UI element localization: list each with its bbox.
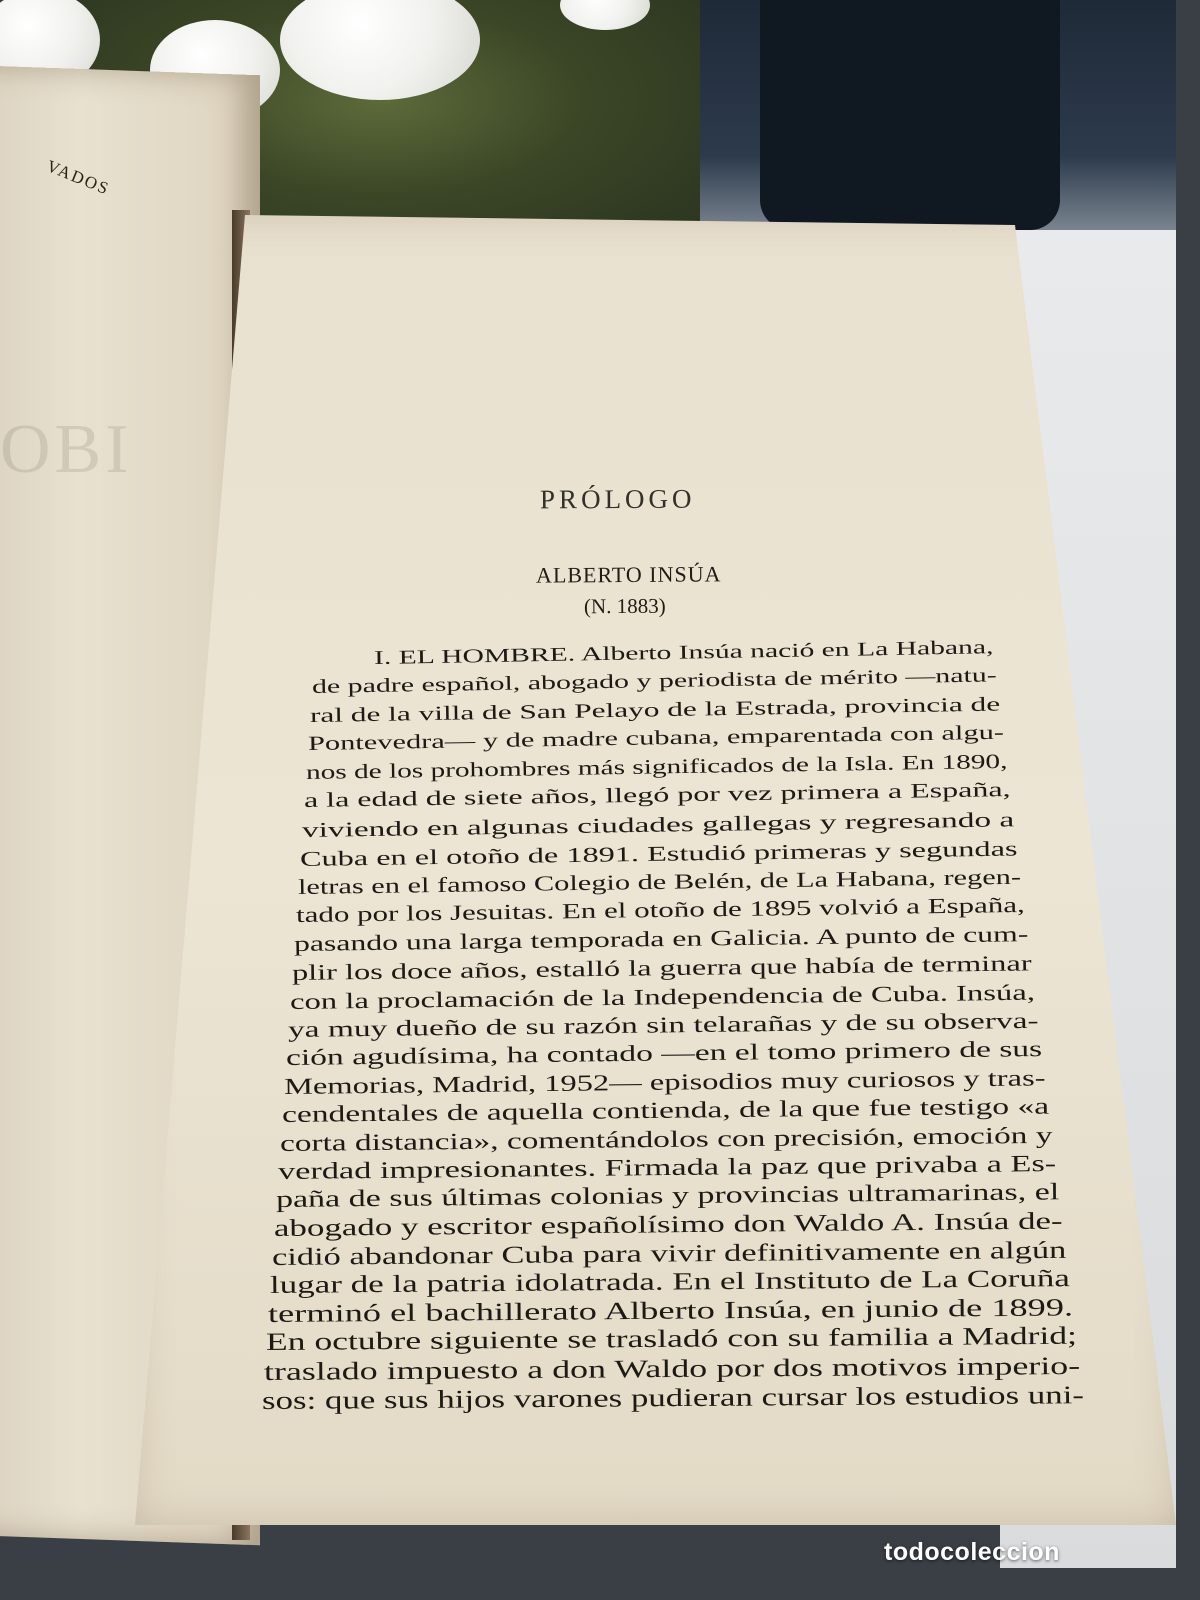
text-line: viviendo en algunas ciudades gallegas y regresando a bbox=[301, 807, 1015, 843]
text-line: abogado y escritor españolísimo don Waldo A. Insúa de- bbox=[273, 1208, 1063, 1242]
text-line: sos: que sus hijos varones pudieran cursar los estudios uni- bbox=[261, 1380, 1085, 1415]
author-name: ALBERTO INSÚA bbox=[535, 561, 722, 588]
text-line: lugar de la patria idolatrada. En el Instituto de La Coruña bbox=[269, 1265, 1070, 1300]
text-line: corta distancia», comentándolos con precisión, emoción y bbox=[279, 1122, 1053, 1157]
text-line: traslado impuesto a don Waldo por dos motivos imperio- bbox=[263, 1351, 1081, 1386]
text-line: Pontevedra— y de madre cubana, emparentada con algu- bbox=[307, 721, 1005, 756]
watermark-logo: todocoleccion bbox=[884, 1538, 1060, 1566]
text-line: cendentales de aquella contienda, de la que fue testigo «a bbox=[281, 1093, 1050, 1129]
text-line: Cuba en el otoño de 1891. Estudió primeras y segundas bbox=[299, 836, 1018, 871]
text-line: terminó el bachillerato Alberto Insúa, en junio de 1899. bbox=[267, 1294, 1074, 1328]
ghost-text: OBI bbox=[0, 411, 133, 488]
page-title: PRÓLOGO bbox=[539, 483, 696, 515]
text-line: Memorias, Madrid, 1952— episodios muy curiosos y tras- bbox=[283, 1065, 1046, 1099]
text-line: a la edad de siete años, llegó por vez primera a España, bbox=[303, 779, 1011, 812]
text-line: ral de la villa de San Pelayo de la Estrada, provincia de bbox=[309, 693, 1001, 727]
text-line: pasando una larga temporada en Galicia. A punto de cum- bbox=[293, 921, 1029, 956]
birth-year: (N. 1883) bbox=[583, 593, 666, 619]
text-line: verdad impresionantes. Firmada la paz que privaba a Es- bbox=[277, 1150, 1057, 1185]
text-line: con la proclamación de la Independencia de Cuba. Insúa, bbox=[289, 979, 1036, 1014]
text-line: ción agudísima, ha contado —en el tomo primero de sus bbox=[285, 1036, 1043, 1071]
text-line: ya muy dueño de su razón sin telarañas y de su observa- bbox=[287, 1007, 1039, 1042]
text-line: cidió abandonar Cuba para vivir definitivamente en algún bbox=[271, 1236, 1067, 1272]
text-line: de padre español, abogado y periodista de mérito —natu- bbox=[311, 664, 997, 699]
text-line: nos de los prohombres más significados de la Isla. En 1890, bbox=[305, 750, 1008, 784]
text-line: tado por los Jesuitas. En el otoño de 1895 volvió a España, bbox=[295, 893, 1026, 928]
text-line: En octubre siguiente se trasladó con su familia a Madrid; bbox=[265, 1322, 1078, 1357]
text-line: I. EL HOMBRE. Alberto Insúa nació en La Habana, bbox=[373, 637, 994, 669]
text-line: paña de sus últimas colonias y provincias ultramarinas, el bbox=[275, 1179, 1060, 1214]
text-line: plir los doce años, estalló la guerra que había de terminar bbox=[291, 950, 1032, 986]
text-line: letras en el famoso Colegio de Belén, de La Habana, regen- bbox=[297, 864, 1022, 900]
chair-back bbox=[760, 0, 1060, 230]
left-running-head: VADOS bbox=[44, 156, 113, 199]
